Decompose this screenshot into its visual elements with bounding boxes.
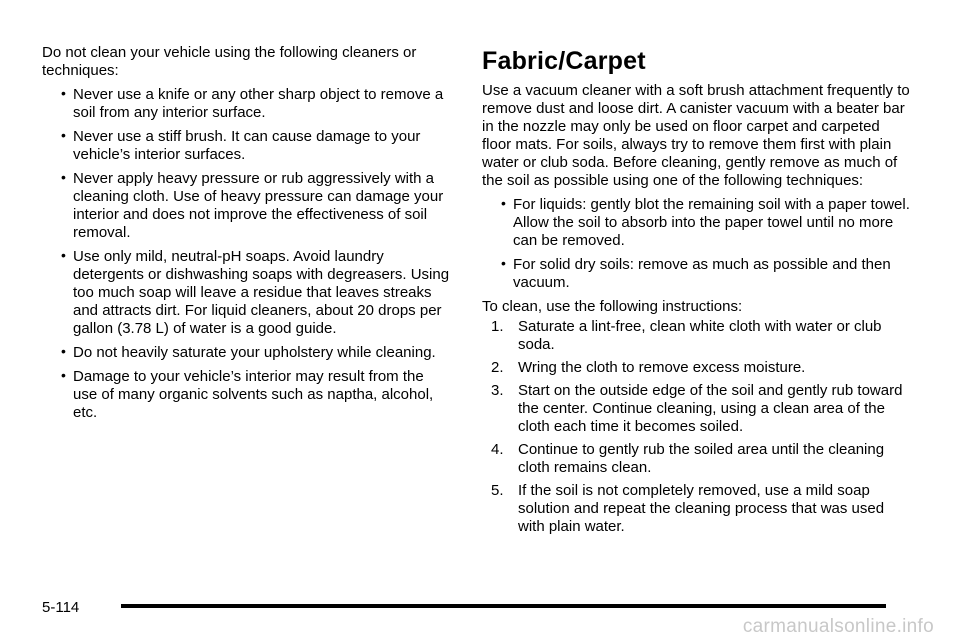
soil-techniques-list: [482, 196, 912, 292]
list-item: • Do not heavily saturate your upholstery while cleaning.: [61, 343, 436, 361]
right-column: [482, 44, 912, 541]
list-item: • For solid dry soils: remove as much as possible and then vacuum.: [501, 255, 891, 291]
footer-rule: [121, 604, 886, 608]
cleaners-intro: Do not clean your vehicle using the following cleaners or techniques:: [42, 44, 417, 79]
list-item: • For liquids: gently blot the remaining soil with a paper towel. Allow the soil to absorb into the paper towel until no more can be removed.: [501, 195, 910, 249]
watermark: carmanualsonline.info: [742, 616, 934, 637]
list-item: • Use only mild, neutral-pH soaps. Avoid laundry detergents or dishwashing soaps with degreasers. Using too much soap will leave a residue that leaves streaks and attracts dirt. For liquid cleaners, about 20 drops per gallon (3.78 L) of water is a good guide.: [61, 247, 450, 337]
step-number: 1.: [491, 318, 504, 335]
bullet-icon: •: [61, 247, 66, 263]
bullet-icon: •: [61, 85, 66, 101]
page-number: 5-114: [42, 599, 80, 616]
bullet-icon: •: [61, 127, 66, 143]
bullet-icon: •: [501, 195, 506, 211]
section-heading: Fabric/Carpet: [482, 47, 646, 75]
bullet-icon: •: [61, 169, 66, 185]
list-item: • Never use a stiff brush. It can cause damage to your vehicle’s interior surfaces.: [61, 127, 421, 163]
step-item: 1. Saturate a lint-free, clean white cloth with water or club soda.: [491, 318, 882, 353]
list-item: • Never apply heavy pressure or rub aggressively with a cleaning cloth. Use of heavy pressure can damage your interior and does not improve the effectiveness of soil removal.: [61, 169, 444, 241]
bullet-icon: •: [501, 255, 506, 271]
step-number: 3.: [491, 382, 504, 399]
step-item: 3. Start on the outside edge of the soil and gently rub toward the center. Continue cleaning, using a clean area of the cloth each time it becomes soiled.: [491, 382, 903, 435]
cleaning-steps-list: [482, 318, 912, 536]
list-item: • Never use a knife or any other sharp object to remove a soil from any interior surface.: [61, 85, 444, 121]
instructions-intro: To clean, use the following instructions:: [482, 298, 743, 315]
step-number: 5.: [491, 482, 504, 499]
step-item: 2. Wring the cloth to remove excess moisture.: [491, 359, 806, 376]
bullet-icon: •: [61, 367, 66, 383]
list-item: • Damage to your vehicle’s interior may result from the use of many organic solvents such as naptha, alcohol, etc.: [61, 367, 434, 421]
step-item: 5. If the soil is not completely removed, use a mild soap solution and repeat the cleaning process that was used with plain water.: [491, 482, 885, 535]
fabric-carpet-paragraph: Use a vacuum cleaner with a soft brush attachment frequently to remove dust and loose dirt. A canister vacuum with a beater bar in the nozzle may only be used on floor carpet and carpeted floor mats. For soils, always try to remove them first with plain water or club soda. Before cleaning, gently remove as much of the soil as possible using one of the following techniques:: [482, 82, 910, 189]
left-column: [42, 44, 452, 428]
step-item: 4. Continue to gently rub the soiled area until the cleaning cloth remains clean.: [491, 441, 885, 476]
step-number: 2.: [491, 359, 504, 376]
bullet-icon: •: [61, 343, 66, 359]
step-number: 4.: [491, 441, 504, 458]
cleaning-warnings-list: [42, 86, 452, 422]
